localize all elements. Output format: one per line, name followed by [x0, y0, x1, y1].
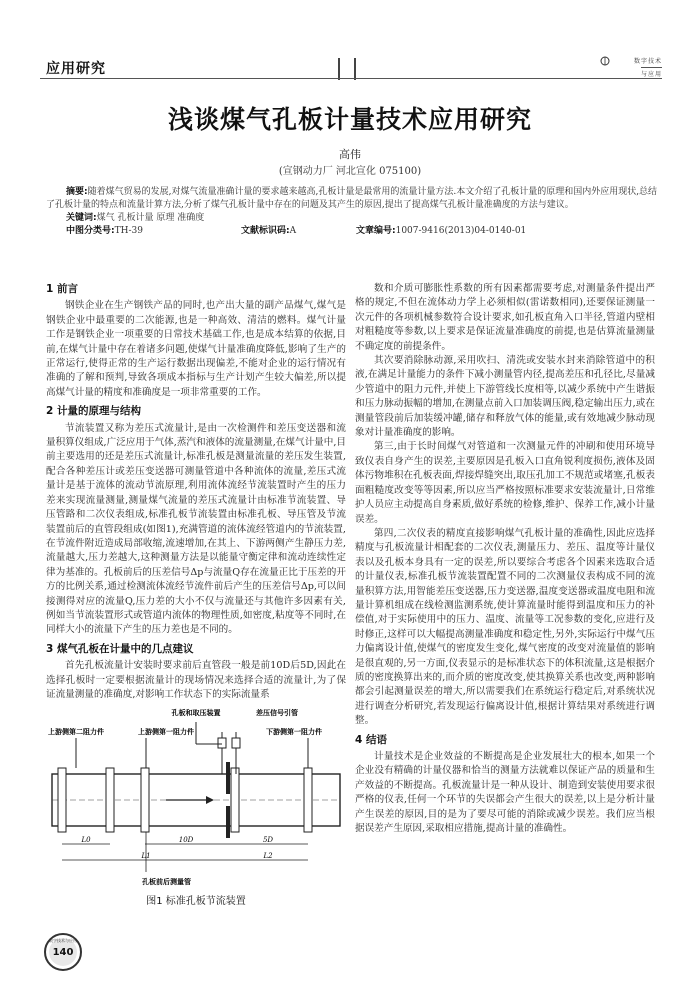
right-column: [355, 282, 655, 836]
label-transmitter-line: 差压信号引管: [256, 709, 298, 717]
label-front-straight: 孔板前后测量管: [142, 878, 191, 886]
dim-label-l2: L2: [263, 852, 273, 860]
label-downstream-first: 下游侧第一阻力件: [266, 728, 322, 736]
section-2-paragraph: 节流装置又称为差压式流量计,是由一次检测件和差压变送器和流量积算仪组成,广泛应用于气体,蒸汽和液体的流量测量,在煤气计量中,目前主要选用的还是差压式流量计,标准孔板是测量流量的差压发生装置,配合各种差压计或差压变送器可测量管道中各种流体的流量,差压式流量计是基于流体的流动节流原理,利用流体流经节流装置时产生的压力差来实现流量测量,测量煤气流量的差压式流量计由标准节流装置、导压管路和二次仪表组成,标准孔板节流装置由标准孔板、导压管及节流装置前后的直管段组成(如图1),充满管道的流体流经管道内的节流装置,在节流件附近造成局部收缩,流速增加,在其上、下游两侧产生静压力差,流量越大,压力差越大,这种测量方法是以能量守衡定律和流动连续性定律为基准的。孔板前后的压差信号Δp与流量Q存在流量正比于压差的开方的比例关系,通过检测流体流经节流件前后产生的压差信号Δp,可以间接测得对应的流量Q,压力差的大小不仅与流量还与其他许多因素有关,例如当节流装置形式或管道内流体的物理性质,如密度,粘度等不同时,在同样大小的流量下产生的压力差也是不同的。: [46, 422, 347, 636]
clc-item: [66, 225, 241, 238]
orifice-plate-top: [226, 762, 230, 794]
dim-label-5d: 5D: [262, 836, 274, 844]
flange: [106, 768, 114, 832]
label-orifice-taps: 孔板和取压装置: [171, 709, 221, 717]
orifice-diagram: [46, 702, 346, 890]
section-1-paragraph: 钢铁企业在生产钢铁产品的同时,也产出大量的副产品煤气,煤气是钢铁企业中最重要的二次能源,也是一种高效、清洁的燃料。煤气计量工作是钢铁企业一项重要的日常技术基础工作,也是成本结算的依据,目前,在煤气计量中存在着诸多问题,使煤气计量准确度降低,影响了生产的正常运行,使得正常的生产运行数据出现偏差,不能对企业的运行情况有准确的了解和预判,导致各项成本指标与生产计划产生较大偏差,所以提高煤气计量的精度和准确度是一项非常重要的工作。: [46, 300, 346, 398]
article-number-value: 1007-9416(2013)04-0140-01: [395, 226, 527, 236]
author-name: 高伟: [339, 148, 361, 161]
dim-label-l1: L1: [141, 852, 151, 860]
right-paragraph-2: 其次要消除脉动源,采用吹扫、清洗或安装水封来消除管道中的积液,在满足计量能力的条件下减小测量管内径,提高差压和孔径比,尽量减少管道中的阻力元件,并使上下游管线长度相等,以减少系统中产生谐振和压力脉动振幅的增加,在测量点前入口加装调压阀,稳定输出压力,或在测量管段前后加装缓冲罐,储存和释放气体的能量,或有效地减少脉动现象对计量准确度的影响。: [355, 355, 655, 439]
section-3-heading: 3 煤气孔板在计量中的几点建议: [46, 642, 194, 655]
article-number-item: [356, 225, 526, 238]
section-1-heading: 1 前言: [46, 283, 78, 295]
section-4-heading: 4 结语: [355, 733, 387, 746]
badge-journal-name: 数字技术与应用: [49, 938, 77, 943]
page-number: 140: [52, 947, 74, 958]
article-number-label: 文章编号:: [356, 226, 396, 236]
abstract-label: 摘要:: [66, 187, 88, 197]
journal-logo: [600, 56, 662, 78]
section-label: 应用研究: [46, 61, 106, 77]
header-rule: [40, 78, 662, 79]
doc-code-label: 文献标识码:: [241, 226, 290, 236]
figure-caption: 图1 标准孔板节流装置: [146, 896, 246, 907]
flange: [58, 768, 66, 832]
journal-name-line2: 与应用: [641, 67, 662, 78]
abstract-paragraph: [46, 186, 658, 212]
section-4-paragraph: 计量技术是企业效益的不断提高是企业发展壮大的根本,如果一个企业没有精确的计量仪器和恰当的测量方法就难以保证产品的质量和生产效益的不断提高。孔板流量计是一种从设计、制造到安装使用要求很严格的仪表,任何一个环节的失误都会产生很大的误差,以上是分析计量产生误差的原因,目的是为了要尽可能的消除或减少误差。我们应当根据误差产生原因,采取相应措施,提高计量的准确性。: [355, 751, 655, 835]
flow-arrow-head: [206, 796, 214, 804]
flange: [141, 768, 149, 832]
right-paragraph-4: 第四,二次仪表的精度直接影响煤气孔板计量的准确性,因此应选择精度与孔板流量计相配套的二次仪表,测量压力、差压、温度等计量仪表以及孔板本身具有一定的误差,所以要综合考虑各个因素来选取合适的计量仪表,标准孔板节流装置配置不同的二次测量仪表构成不同的流量积算方法,用智能差压变送器,压力变送器,温度变送器或温度电阻和流量计算机组成在线检测监测系统,使计算流量时能得到温度和压力的补偿值,对于实际使用中的压力、温度、流量等工况参数的变化,应进行及时修正,这样可以大幅提高测量准确度和稳定性,另外,实际运行中煤气压力偏离设计值,使煤气的密度发生变化,煤气密度的改变对流量值的影响是很直观的,另一方面,仪表显示的是标准状态下的体积流量,这是根据介质的密度换算出来的,而介质的密度改变,使其换算关系也改变,两种影响都会引起测量误差的增大,所以需要我们在系统运行稳定后,对系统状况进行调查分析研究,若发现运行偏离设计值,根据计算结果对系统进行调整。: [355, 527, 655, 727]
page-header: [0, 0, 700, 80]
author-affiliation: (宣钢动力厂 河北宣化 075100): [278, 166, 422, 177]
orifice-figure: [46, 702, 346, 890]
abstract-block: [46, 186, 658, 238]
doc-code-value: A: [289, 226, 297, 236]
paper-title: 浅谈煤气孔板计量技术应用研究: [167, 105, 532, 134]
orifice-plate-bottom: [226, 806, 230, 838]
section-2-heading: 2 计量的原理与结构: [46, 405, 141, 418]
flange: [304, 768, 312, 832]
keywords-label: 关键词:: [66, 213, 97, 223]
journal-name-line1: 数字技术: [633, 58, 662, 65]
classification-line: [66, 225, 658, 238]
clc-value: TH-39: [114, 226, 143, 236]
keywords-line: [66, 212, 658, 225]
tap-valve: [232, 738, 240, 748]
label-upstream-first: 上游侧第一阻力件: [138, 728, 194, 736]
right-paragraph-3: 第三,由于长时间煤气对管道和一次测量元件的冲刷和使用环境导致仪表自身产生的误差,主要原因是孔板入口直角锐利度损伤,液体及固体污物堆积在孔板表面,焊接焊缝突出,取压孔加工不规范或堵塞,孔板表面粗糙度改变等等因素,所以应当严格按照标准要求安装流量计,日常维护人员应主动提高自身素质,做好系统的检修,维护、保养工作,减小计量误差。: [355, 441, 655, 525]
section-3-paragraph: 首先孔板流量计安装时要求前后直管段一般是前10D后5D,因此在选择孔板时一定要根据流量计的现场情况来选择合适的流量计,为了保证流量测量的准确度,对影响工作状态下的实际流量系: [46, 660, 346, 700]
abstract-text: 随着煤气贸易的发展,对煤气流量准确计量的要求越来越高,孔板计量是最常用的流量计量方法.本文介绍了孔板计量的原理和国内外应用现状,总结了孔板计量的特点和流量计算方法,分析了煤气孔板计量中存在的问题及其产生的原因,提出了提高煤气孔板计量准确度的方法与建议。: [46, 187, 658, 210]
header-divider-bars: [338, 58, 356, 80]
doc-code-item: [241, 225, 356, 238]
dim-label-l0: L0: [81, 836, 91, 844]
keywords-text: 煤气 孔板计量 原理 准确度: [96, 213, 205, 223]
right-paragraph-1: 数和介质可膨胀性系数的所有因素都需要考虑,对测量条件提出严格的规定,不但在流体动力学上必须相似(雷诺数相同),还要保证测量一次元件的各项机械参数符合设计要求,如孔板直角入口半径,管道内壁相对粗糙度等参数,以上要求是保证流量准确度的前提,也是估算流量测量不确定度的前提条件。: [355, 283, 655, 352]
dim-label-10d: 10D: [178, 836, 194, 844]
page-number-badge: [44, 933, 82, 971]
label-upstream-second: 上游侧第二阻力件: [48, 728, 104, 736]
journal-mark-icon: [600, 56, 610, 66]
clc-label: 中图分类号:: [66, 226, 115, 236]
flange: [231, 768, 239, 832]
left-column: [46, 282, 346, 702]
tap-valve: [218, 738, 226, 748]
